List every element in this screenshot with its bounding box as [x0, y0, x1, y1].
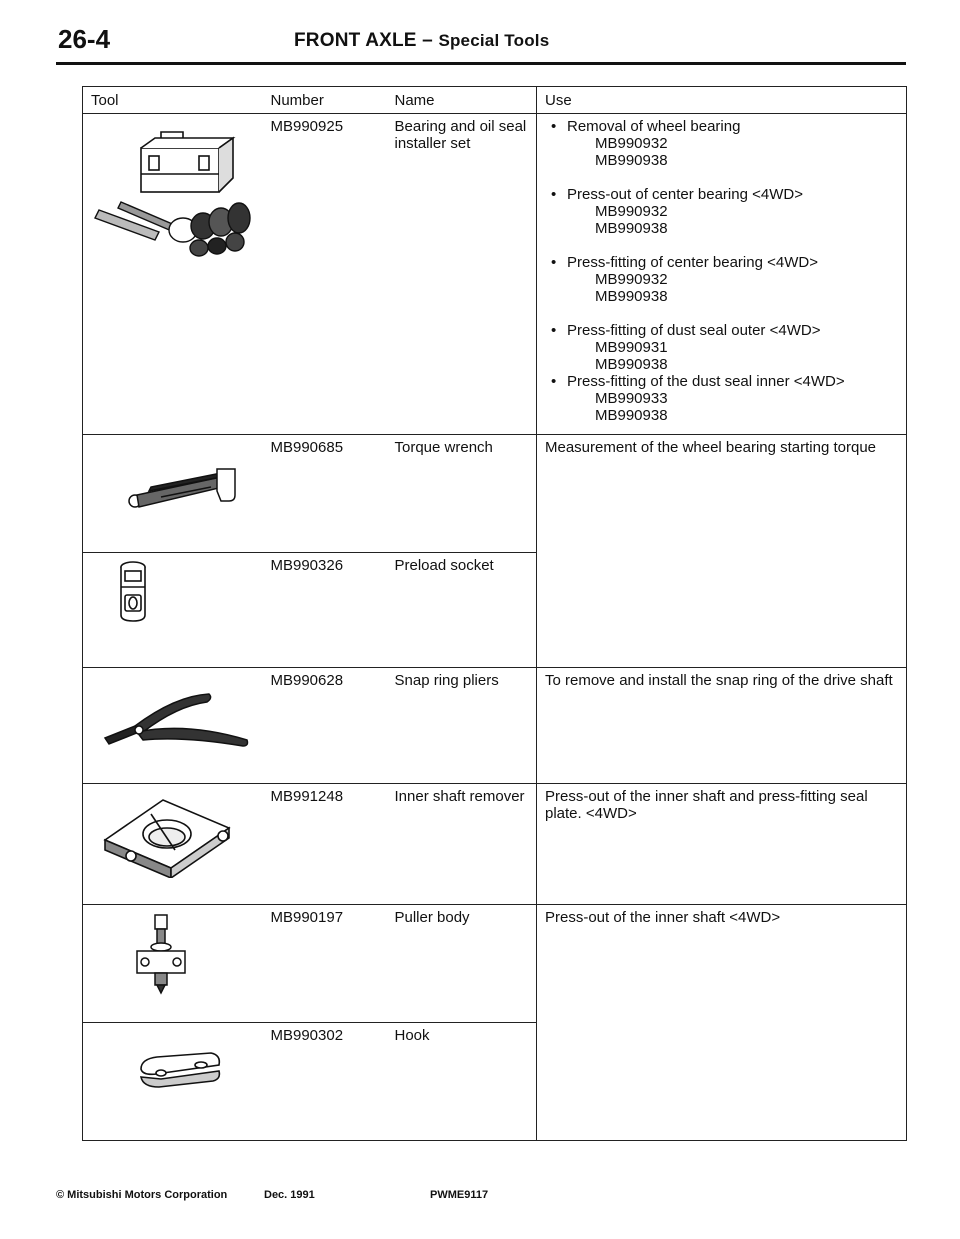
tool-image-cell [83, 114, 263, 435]
tool-name: Inner shaft remover [387, 784, 537, 905]
tool-number: MB990685 [263, 435, 387, 553]
header-rule [56, 62, 906, 65]
part-number: MB990938 [595, 152, 668, 169]
use-list [545, 118, 898, 424]
preload-socket-icon [91, 557, 261, 637]
tool-number: MB990326 [263, 553, 387, 668]
tool-image-cell [83, 905, 263, 1023]
table-row [83, 905, 907, 1023]
section-title: FRONT AXLE [294, 30, 417, 51]
column-header-number: Number [263, 87, 387, 114]
use-item: • Press-fitting of dust seal outer <4WD> MB990931 MB990938 [545, 322, 898, 373]
part-number: MB990938 [595, 288, 668, 305]
tool-use-cell: Press-out of the inner shaft <4WD> [537, 905, 907, 1141]
part-number: MB990938 [595, 220, 668, 237]
tool-image-cell [83, 435, 263, 553]
tool-name: Preload socket [387, 553, 537, 668]
tool-number: MB991248 [263, 784, 387, 905]
footer-code: PWME9117 [430, 1189, 489, 1201]
table-row [83, 668, 907, 784]
tool-name: Puller body [387, 905, 537, 1023]
tool-use-cell: Press-out of the inner shaft and press-fitting seal plate. <4WD> [537, 784, 907, 905]
use-item: • Removal of wheel bearing MB990932 MB990938 [545, 118, 898, 169]
tool-name: Hook [387, 1023, 537, 1141]
footer-copyright: © Mitsubishi Motors Corporation [56, 1189, 228, 1201]
title-separator: – [422, 30, 433, 51]
part-number: MB990932 [595, 271, 668, 288]
tool-number: MB990628 [263, 668, 387, 784]
part-number: MB990931 [595, 339, 668, 356]
tool-name: Bearing and oil seal installer set [387, 114, 537, 435]
tool-use-cell [537, 114, 907, 435]
hook-icon [91, 1027, 261, 1107]
tool-name: Torque wrench [387, 435, 537, 553]
table-row [83, 435, 907, 553]
column-header-tool: Tool [83, 87, 263, 114]
puller-body-icon [91, 909, 261, 999]
use-item: • Press-fitting of center bearing <4WD> MB990932 MB990938 [545, 254, 898, 305]
page-title [294, 30, 549, 52]
tool-image-cell [83, 553, 263, 668]
part-number: MB990932 [595, 203, 668, 220]
tool-image-cell [83, 668, 263, 784]
tool-use-cell: To remove and install the snap ring of the drive shaft [537, 668, 907, 784]
tool-number: MB990302 [263, 1023, 387, 1141]
column-header-use: Use [537, 87, 907, 114]
table-row [83, 114, 907, 435]
footer-date: Dec. 1991 [264, 1189, 315, 1201]
snap-ring-pliers-icon [91, 672, 261, 752]
part-number: MB990938 [595, 356, 668, 373]
inner-shaft-remover-icon [91, 788, 261, 878]
tool-image-cell [83, 1023, 263, 1141]
table-header-row [83, 87, 907, 114]
bearing-installer-set-icon [91, 118, 261, 268]
part-number: MB990932 [595, 135, 668, 152]
page-number: 26-4 [58, 24, 111, 54]
column-header-name: Name [387, 87, 537, 114]
special-tools-table [82, 86, 907, 1141]
use-item: • Press-out of center bearing <4WD> MB990932 MB990938 [545, 186, 898, 237]
tool-name: Snap ring pliers [387, 668, 537, 784]
tool-image-cell [83, 784, 263, 905]
tool-use-cell: Measurement of the wheel bearing starting torque [537, 435, 907, 668]
tool-number: MB990197 [263, 905, 387, 1023]
section-subtitle: Special Tools [438, 31, 550, 50]
page-header [56, 18, 906, 64]
use-item: • Press-fitting of the dust seal inner <4WD> MB990933 MB990938 [545, 373, 898, 424]
torque-wrench-icon [91, 439, 261, 519]
tool-number: MB990925 [263, 114, 387, 435]
table-row [83, 784, 907, 905]
part-number: MB990933 [595, 390, 668, 407]
part-number: MB990938 [595, 407, 668, 424]
